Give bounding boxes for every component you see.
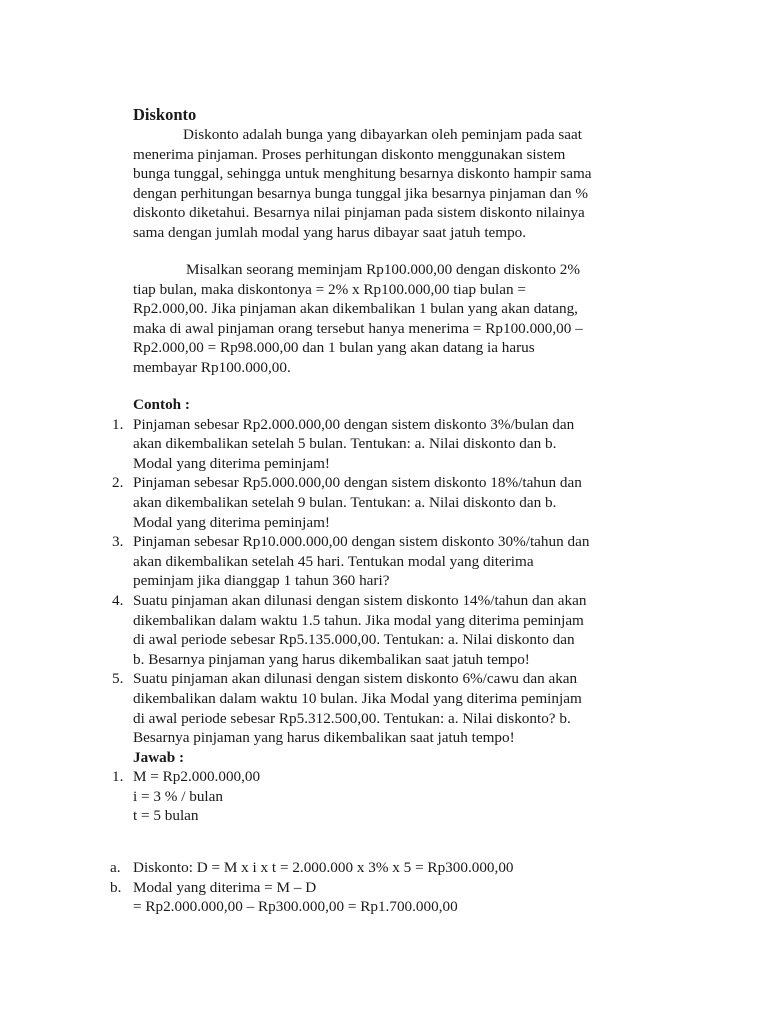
page-title: Diskonto — [133, 105, 197, 124]
contoh-section — [112, 395, 643, 826]
paragraph-line — [133, 125, 643, 145]
step-letter: a. — [110, 859, 121, 876]
list-item — [112, 591, 643, 669]
paragraph-example — [133, 260, 643, 378]
list-line: Pinjaman sebesar Rp5.000.000,00 dengan sistem diskonto 18%/tahun dan — [133, 474, 582, 492]
paragraph-line — [133, 260, 643, 280]
step-letter: b. — [110, 878, 122, 896]
answer-line: Diskonto: D = M x i x t = 2.000.000 x 3% x 5 = Rp300.000,00 — [133, 859, 514, 876]
list-number: 4. — [112, 591, 124, 609]
paragraph-line: bunga tunggal, sehingga untuk menghitung besarnya diskonto hampir sama — [133, 165, 592, 183]
list-line: akan dikembalikan setelah 5 bulan. Tentukan: a. Nilai diskonto dan b. — [133, 435, 557, 453]
list-line: Suatu pinjaman akan dilunasi dengan sistem diskonto 14%/tahun dan akan — [133, 591, 587, 609]
list-item — [112, 532, 643, 591]
list-item — [112, 415, 643, 474]
list-line: di awal periode sebesar Rp5.135.000,00. Tentukan: a. Nilai diskonto dan — [133, 631, 575, 649]
paragraph-line: sama dengan jumlah modal yang harus dibayar saat jatuh tempo. — [133, 223, 527, 241]
list-line: di awal periode sebesar Rp5.312.500,00. Tentukan: a. Nilai diskonto? b. — [133, 709, 571, 727]
list-line: Besarnya pinjaman yang harus dikembalikan saat jatuh tempo! — [133, 729, 515, 747]
list-number: 1. — [112, 415, 124, 433]
list-line: Modal yang diterima peminjam! — [133, 454, 330, 472]
list-line: Pinjaman sebesar Rp2.000.000,00 dengan sistem diskonto 3%/bulan dan — [133, 415, 575, 433]
jawab-heading: Jawab : — [133, 748, 185, 766]
answer-line: Modal yang diterima = M – D — [133, 878, 317, 896]
list-number: 1. — [112, 768, 124, 786]
list-number: 3. — [112, 533, 124, 551]
list-line: b. Besarnya pinjaman yang harus dikembalikan saat jatuh tempo! — [133, 650, 530, 668]
list-line: akan dikembalikan setelah 45 hari. Tentukan modal yang diterima — [133, 552, 534, 570]
answer-line: i = 3 % / bulan — [133, 787, 223, 805]
answer-line: t = 5 bulan — [133, 807, 199, 825]
contoh-heading: Contoh : — [133, 396, 190, 413]
paragraph-definition — [133, 125, 643, 243]
list-line: akan dikembalikan setelah 9 bulan. Tentukan: a. Nilai diskonto dan b. — [133, 493, 557, 511]
paragraph-line: membayar Rp100.000,00. — [133, 358, 291, 376]
answer-step-a — [110, 858, 643, 878]
paragraph-line-text: Misalkan seorang meminjam Rp100.000,00 dengan diskonto 2% — [186, 261, 580, 278]
paragraph-line-text: Diskonto adalah bunga yang dibayarkan oleh peminjam pada saat — [183, 126, 582, 143]
paragraph-line: dengan perhitungan besarnya bunga tunggal jika besarnya pinjaman dan % — [133, 184, 589, 202]
answer-step-b — [110, 878, 643, 917]
answer-item — [112, 767, 643, 826]
list-item — [112, 473, 643, 532]
list-line: Pinjaman sebesar Rp10.000.000,00 dengan sistem diskonto 30%/tahun dan — [133, 533, 590, 551]
paragraph-line: Rp2.000,00 = Rp98.000,00 dan 1 bulan yang akan datang ia harus — [133, 339, 535, 357]
answer-line: = Rp2.000.000,00 – Rp300.000,00 = Rp1.700.000,00 — [133, 898, 458, 916]
list-line: dikembalikan dalam waktu 1.5 tahun. Jika modal yang diterima peminjam — [133, 611, 584, 629]
list-item — [112, 669, 643, 747]
list-line: dikembalikan dalam waktu 10 bulan. Jika Modal yang diterima peminjam — [133, 689, 582, 707]
list-line: Modal yang diterima peminjam! — [133, 513, 330, 531]
list-number: 5. — [112, 670, 124, 688]
paragraph-line: maka di awal pinjaman orang tersebut hanya menerima = Rp100.000,00 – — [133, 319, 583, 337]
answer-steps — [110, 858, 643, 917]
paragraph-line: diskonto diketahui. Besarnya nilai pinjaman pada sistem diskonto nilainya — [133, 204, 585, 222]
list-line: Suatu pinjaman akan dilunasi dengan sistem diskonto 6%/cawu dan akan — [133, 670, 578, 688]
paragraph-line: tiap bulan, maka diskontonya = 2% x Rp100.000,00 tiap bulan = — [133, 280, 526, 298]
answer-line: M = Rp2.000.000,00 — [133, 768, 261, 786]
paragraph-line: menerima pinjaman. Proses perhitungan diskonto menggunakan sistem — [133, 145, 566, 163]
paragraph-line: Rp2.000,00. Jika pinjaman akan dikembalikan 1 bulan yang akan datang, — [133, 300, 578, 318]
list-line: peminjam jika dianggap 1 tahun 360 hari? — [133, 572, 390, 590]
list-number: 2. — [112, 474, 124, 492]
